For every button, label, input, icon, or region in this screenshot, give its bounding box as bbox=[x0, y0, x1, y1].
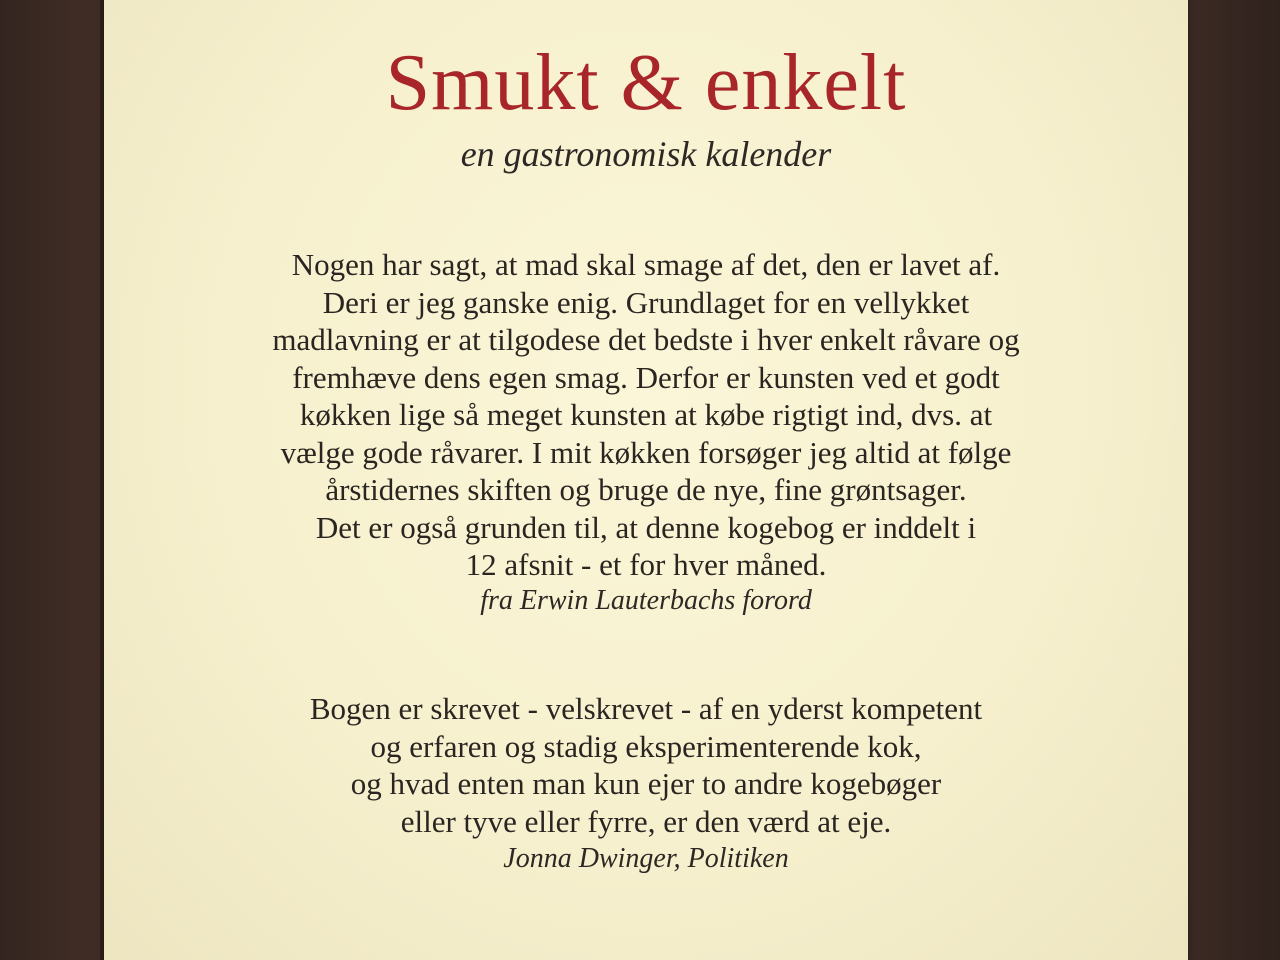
quote-line: Det er også grunden til, at denne kogebog er inddelt i bbox=[315, 509, 977, 545]
quote-line: og erfaren og stadig eksperimenterende kok, bbox=[370, 728, 922, 764]
quote-line: Deri er jeg ganske enig. Grundlaget for en vellykket bbox=[322, 284, 970, 320]
foreword-quote bbox=[104, 246, 1188, 584]
book-subtitle: en gastronomisk kalender bbox=[460, 134, 832, 174]
review-quote bbox=[104, 690, 1188, 840]
quote-line: 12 afsnit - et for hver måned. bbox=[465, 547, 827, 582]
quote-line: vælge gode råvarer. I mit køkken forsøger jeg altid at følge bbox=[280, 434, 1012, 470]
book-title: Smukt & enkelt bbox=[385, 39, 907, 127]
quote-line: årstidernes skiften og bruge de nye, fine grøntsager. bbox=[325, 472, 967, 507]
review-attribution: Jonna Dwinger, Politiken bbox=[503, 843, 789, 874]
quote-line: madlavning er at tilgodese det bedste i hver enkelt råvare og bbox=[272, 322, 1020, 357]
quote-line: og hvad enten man kun ejer to andre kogebøger bbox=[350, 766, 942, 801]
foreword-attribution: fra Erwin Lauterbachs forord bbox=[480, 585, 812, 616]
quote-line: køkken lige så meget kunsten at købe rigtigt ind, dvs. at bbox=[299, 397, 993, 432]
quote-line: Nogen har sagt, at mad skal smage af det, den er lavet af. bbox=[291, 247, 1001, 282]
quote-line: fremhæve dens egen smag. Derfor er kunsten ved et godt bbox=[292, 359, 1000, 395]
quote-line: eller tyve eller fyrre, er den værd at eje. bbox=[400, 803, 892, 839]
quote-line: Bogen er skrevet - velskrevet - af en yderst kompetent bbox=[309, 691, 983, 726]
book-back-cover bbox=[104, 0, 1188, 960]
